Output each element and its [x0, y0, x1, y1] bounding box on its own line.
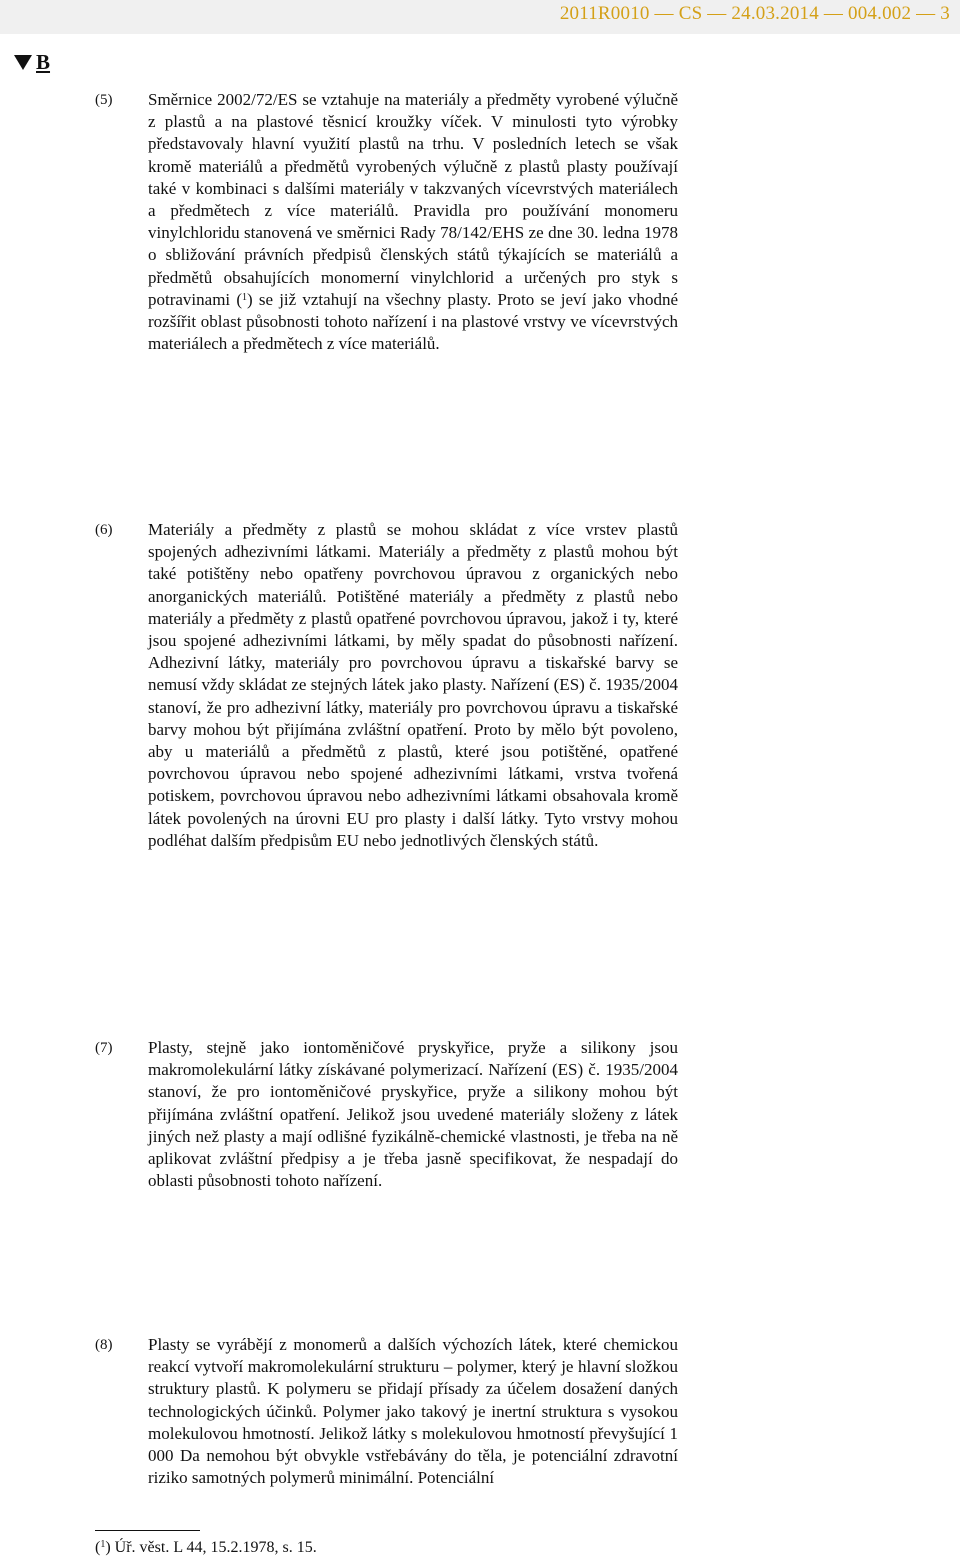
- triangle-down-icon: [14, 55, 32, 70]
- recital-text-part: Směrnice 2002/72/ES se vztahuje na materiály a předměty vyrobené výlučně z plastů a na plastové těsnicí kroužky víček. V minulosti tyto výrobky představovaly hlavní využití plastů na trhu. V posledních letech se však kromě materiálů a předmětů vyrobených výlučně z plastů plasty používají také v kombinaci s dalšími materiály v takzvaných vícevrstvých materiálech a předmětech z více materiálů. Pravidla pro používání monomeru vinylchloridu stanovená ve směrnici Rady 78/142/EHS ze dne 30. ledna 1978 o sbližování právních předpisů členských států týkajících se materiálů a předmětů obsahujících monomerní vinylchlorid a určených pro styk s potravinami (: [148, 90, 678, 309]
- recital-text: Plasty, stejně jako iontoměničové pryskyřice, pryže a silikony jsou makromolekulární látky získávané polymerizací. Nařízení (ES) č. 1935/2004 stanoví, že pro iontoměničové pryskyřice, pryže a silikony mohou být přijímána zvláštní opatření. Jelikož jsou uvedené materiály složeny z látek jiných než plasty a mají odlišné fyzikálně-chemické vlastnosti, je třeba na ně aplikovat zvláštní předpisy a je třeba jasně specifikovat, že nespadají do oblasti působnosti tohoto nařízení.: [148, 1038, 678, 1191]
- footnote: ($^1$) Úř. věst. L 44, 15.2.1978, s. 15.: [95, 1539, 317, 1556]
- recital-number: (5): [95, 92, 113, 108]
- footnote-reference[interactable]: 1: [242, 291, 247, 303]
- recital-number: (6): [95, 522, 113, 538]
- footnote-divider: [95, 1530, 200, 1531]
- footnote-text: Úř. věst. L 44, 15.2.1978, s. 15.: [114, 1539, 317, 1556]
- document-header: [0, 0, 960, 34]
- recital-text-part: ) se již vztahují na všechny plasty. Proto se jeví jako vhodné rozšířit oblast působnosti tohoto nařízení i na plastové vrstvy ve vícevrstvých materiálech a předmětech z více materiálů.: [148, 289, 678, 354]
- footnote-marker: 1: [100, 1539, 106, 1550]
- recital-text: Materiály a předměty z plastů se mohou skládat z více vrstev plastů spojených adhezivními látkami. Materiály a předměty z plastů mohou být také potištěny nebo opatřeny povrchovou úpravou z organických nebo anorganických materiálů. Potištěné materiály a předměty z plastů nebo materiály a předměty z plastů opatřené povrchovou úpravou, jakož i ty, které jsou spojené adhezivními látkami, by měly spadat do působnosti nařízení. Adhezivní látky, materiály pro povrchovou úpravu a tiskařské barvy se nemusí vždy skládat ze stejných látek jako plasty. Nařízení (ES) č. 1935/2004 stanoví, že pro adhezivní látky, materiály pro povrchovou úpravu a tiskařské barvy mohou být přijímána zvláštní opatření. Proto by mělo být povoleno, aby u materiálů a předmětů z plastů, které jsou potištěné, opatřené povrchovou úpravou nebo spojené adhezivními látkami, vrstva tvořená potiskem, povrchovou úpravou nebo adhezivními látkami obsahovala kromě látek povolených na úrovni EU pro plasty i další látky. Tyto vrstvy mohou podléhat dalším předpisům EU nebo jednotlivých členských států.: [148, 520, 678, 850]
- recital-text: [148, 89, 678, 355]
- amendment-marker[interactable]: [14, 50, 50, 75]
- document-reference: 2011R0010 — CS — 24.03.2014 — 004.002 — 3: [559, 3, 950, 24]
- recital-number: (8): [95, 1337, 113, 1353]
- recital-number: (7): [95, 1040, 113, 1056]
- recital-text: Plasty se vyrábějí z monomerů a dalších výchozích látek, které chemickou reakcí vytvoří makromolekulární strukturu – polymer, který je hlavní složkou struktury plastů. K polymeru se přidají přísady za účelem dosažení daných technologických účinků. Polymer jako takový je inertní struktura s vysokou molekulovou hmotností. Jelikož látky s molekulovou hmotností převyšující 1 000 Da nemohou být obvykle vstřebávány do těla, je potenciální zdravotní riziko samotných polymerů minimální. Potenciální: [148, 1335, 678, 1488]
- amendment-marker-label: B: [36, 50, 51, 74]
